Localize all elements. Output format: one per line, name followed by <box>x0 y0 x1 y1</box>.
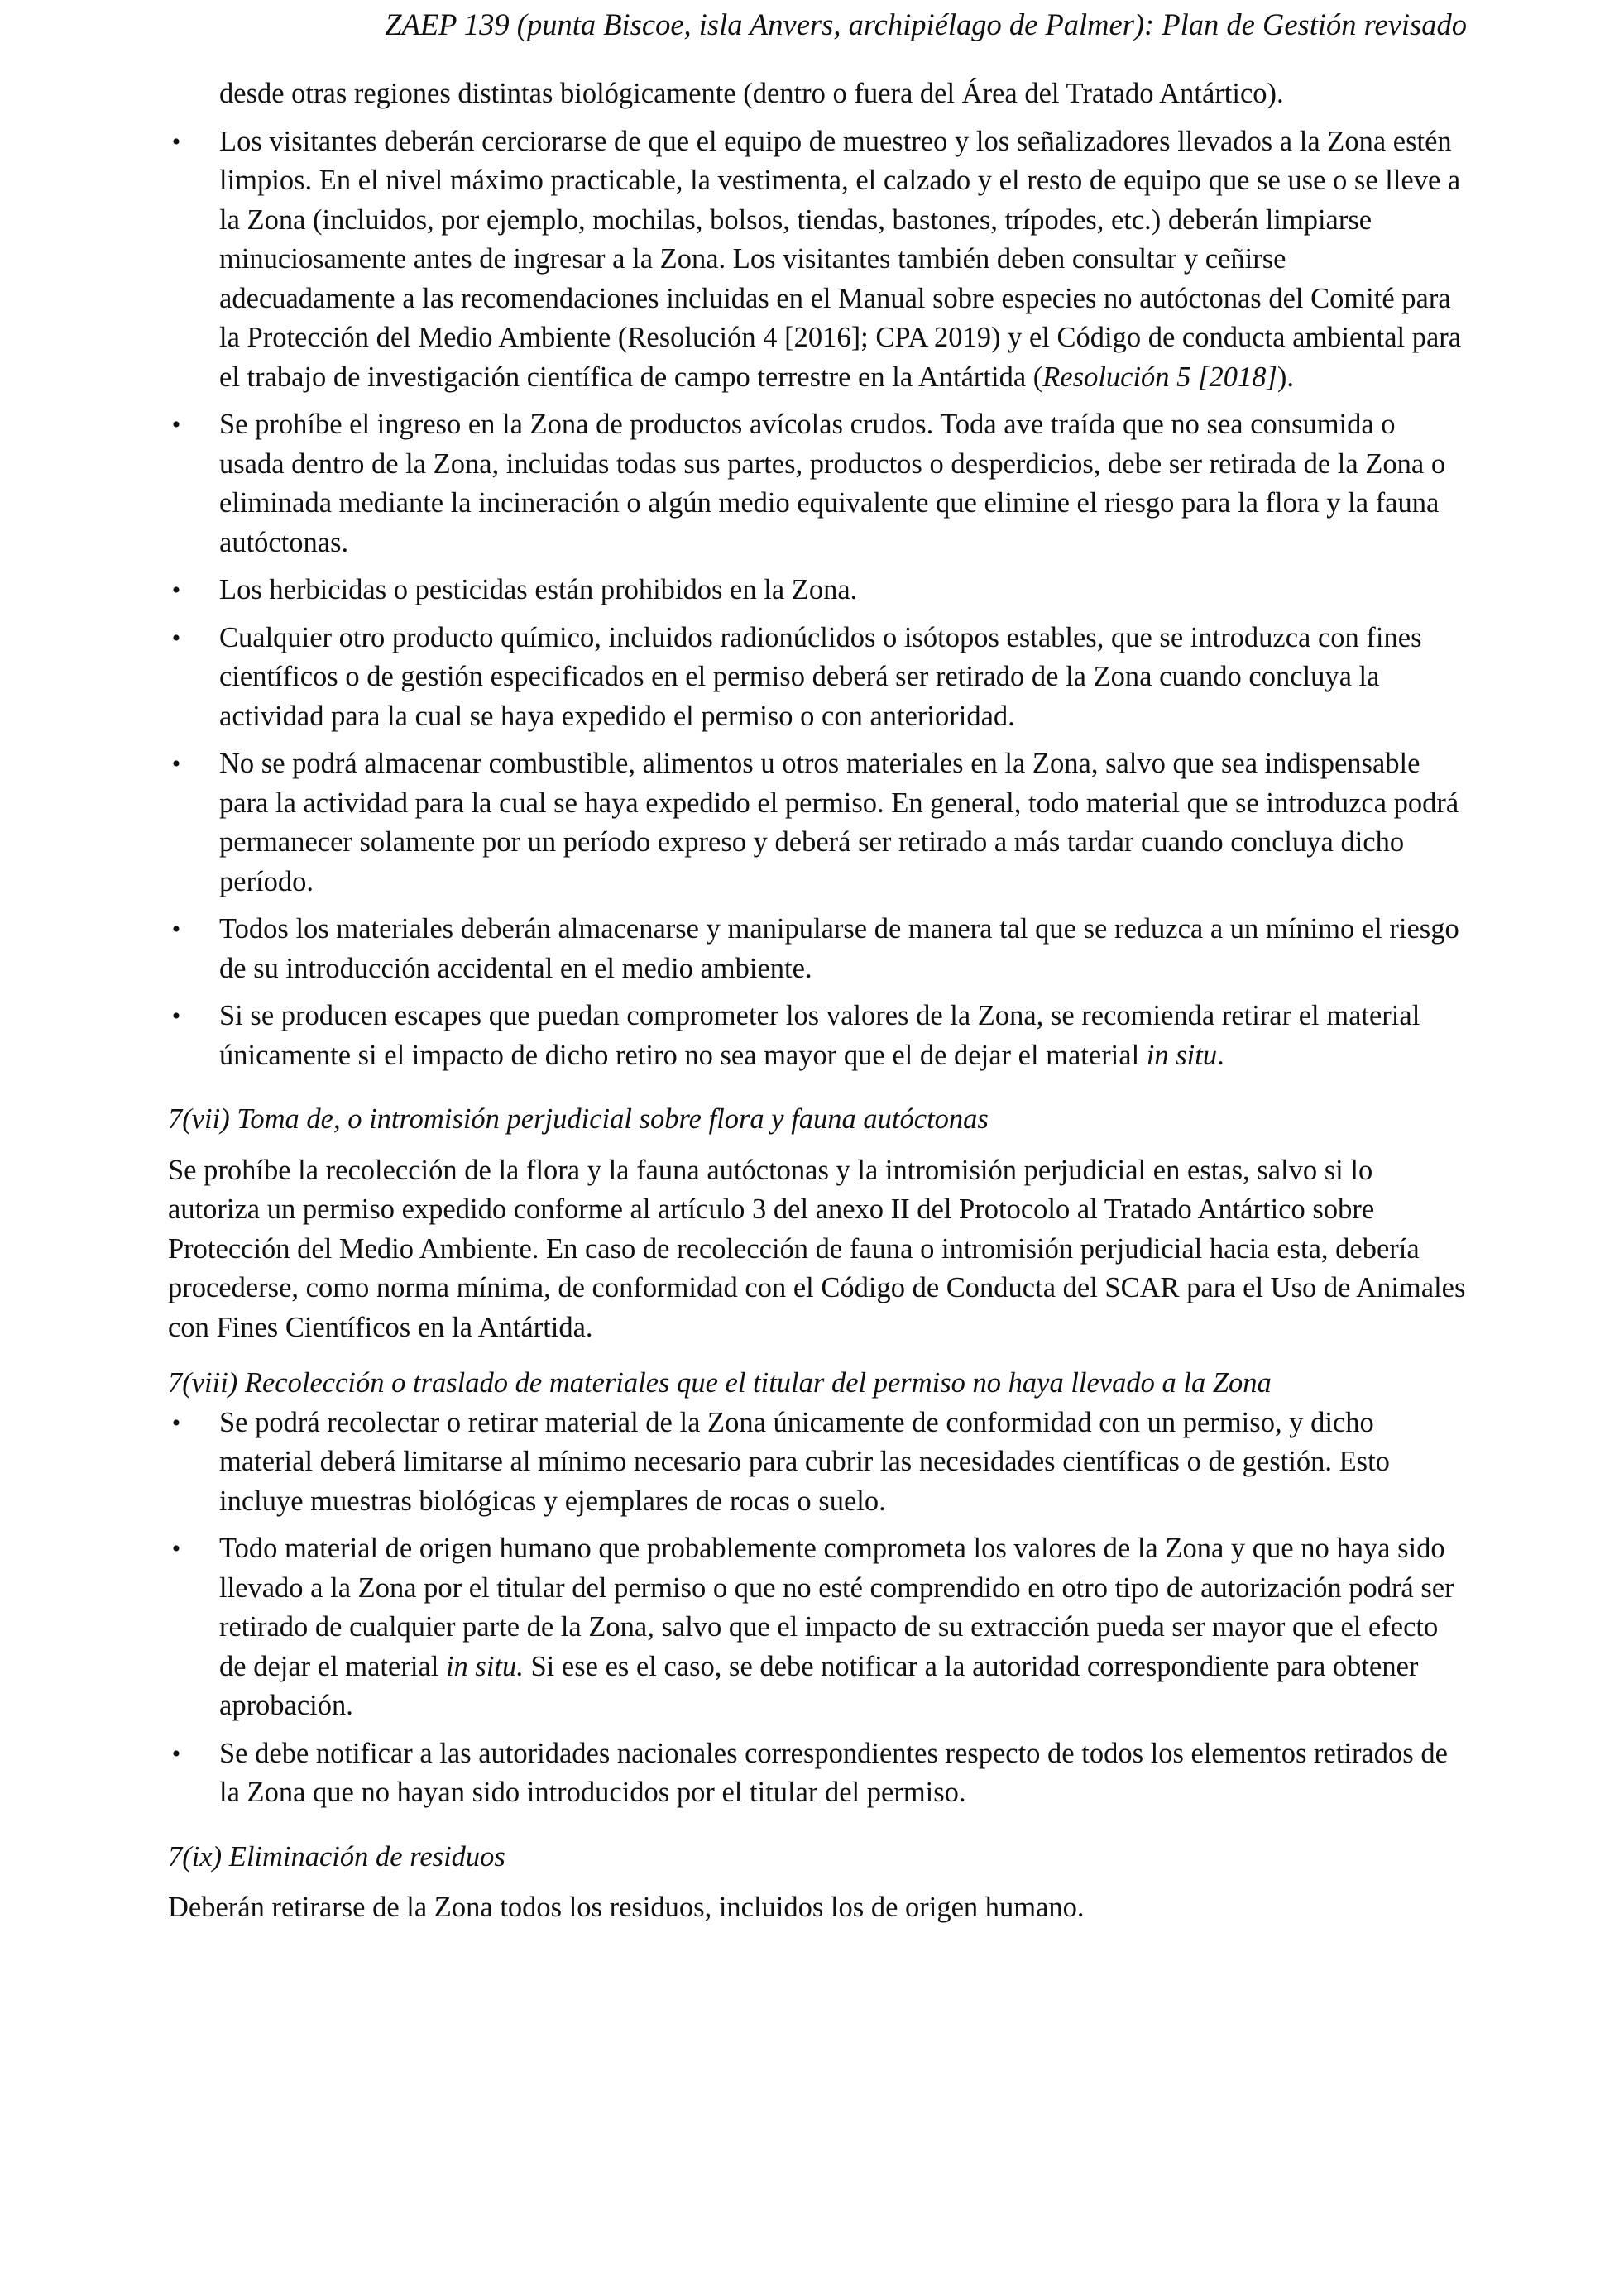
running-header: ZAEP 139 (punta Biscoe, isla Anvers, archipiélago de Palmer): Plan de Gestión revisado <box>385 7 1467 41</box>
list-item <box>168 619 1467 737</box>
list-item-text: Todos los materiales deberán almacenarse y manipularse de manera tal que se reduzca a un mínimo el riesgo de su introducción accidental en el medio ambiente. <box>219 913 1459 984</box>
bullet-icon: • <box>171 576 181 604</box>
text-run: Los visitantes deberán cerciorarse de que el equipo de muestreo y los señalizadores llevados a la Zona estén limpios. En el nivel máximo practicable, la vestimenta, el calzado y el resto de equipo que se use o se lleve a la Zona (incluidos, por ejemplo, mochilas, bolsos, tiendas, bastones, trípodes, etc.) deberán limpiarse minuciosamente antes de ingresar a la Zona. Los visitantes también deben consultar y ceñirse adecuadamente a las recomendaciones incluidas en el Manual sobre especies no autóctonas del Comité para la Protección del Medio Ambiente (Resolución 4 [2016]; CPA 2019) y el Código de conducta ambiental para el trabajo de investigación científica de campo terrestre en la Antártida ( <box>219 125 1462 393</box>
list-item-text: Se prohíbe el ingreso en la Zona de productos avícolas crudos. Toda ave traída que no sea consumida o usada dentro de la Zona, incluidas todas sus partes, productos o desperdicios, debe ser retirada de la Zona o eliminada mediante la incineración o algún medio equivalente que elimine el riesgo para la flora y la fauna autóctonas. <box>219 409 1446 558</box>
list-item <box>168 571 1467 610</box>
bullet-list-viii <box>168 1404 1467 1813</box>
list-item-text <box>219 122 1467 398</box>
list-item <box>168 744 1467 902</box>
section-heading-ix: 7(ix) Eliminación de residuos <box>168 1840 505 1873</box>
list-item-text: desde otras regiones distintas biológicamente (dentro o fuera del Área del Tratado Antártico). <box>219 78 1284 109</box>
bullet-icon: • <box>171 624 181 652</box>
bullet-icon: • <box>171 1535 181 1562</box>
list-item-text <box>219 997 1467 1075</box>
italic-citation: Resolución 5 [2018] <box>1042 361 1277 393</box>
bullet-icon: • <box>171 1739 181 1767</box>
list-item-text: Se podrá recolectar o retirar material de la Zona únicamente de conformidad con un permiso, y dicho material deberá limitarse al mínimo necesario para cubrir las necesidades científicas o de gestión. Esto incluye muestras biológicas y ejemplares de rocas o suelo. <box>219 1406 1390 1517</box>
text-run: ). <box>1277 361 1295 393</box>
list-item <box>168 1529 1467 1726</box>
list-item <box>168 910 1467 988</box>
list-item-text: No se podrá almacenar combustible, alimentos u otros materiales en la Zona, salvo que sea indispensable para la actividad para la cual se haya expedido el permiso. En general, todo material que se introduzca podrá permanecer solamente por un período expreso y deberá ser retirado a más tardar cuando concluya dicho período. <box>219 748 1459 897</box>
list-item <box>168 1404 1467 1522</box>
list-item <box>168 1734 1467 1813</box>
list-item-text: Cualquier otro producto químico, incluidos radionúclidos o isótopos estables, que se introduzca con fines científicos o de gestión especificados en el permiso deberá ser retirado de la Zona cuando concluya la actividad para la cual se haya expedido el permiso o con anterioridad. <box>219 621 1422 732</box>
document-body <box>168 74 1467 1928</box>
bullet-icon: • <box>171 1409 181 1437</box>
bullet-icon: • <box>171 127 181 155</box>
section-heading-vii: 7(vii) Toma de, o intromisión perjudicial sobre flora y fauna autóctonas <box>168 1103 989 1135</box>
list-item-text: Los herbicidas o pesticidas están prohibidos en la Zona. <box>219 574 858 605</box>
list-item-text <box>219 1529 1467 1726</box>
list-item-text: Se debe notificar a las autoridades nacionales correspondientes respecto de todos los elementos retirados de la Zona que no hayan sido introducidos por el titular del permiso. <box>219 1737 1448 1808</box>
section-paragraph-vii: Se prohíbe la recolección de la flora y la fauna autóctonas y la intromisión perjudicial en estas, salvo si lo autoriza un permiso expedido conforme al artículo 3 del anexo II del Protocolo al Tratado Antártico sobre Protección del Medio Ambiente. En caso de recolección de fauna o intromisión perjudicial hacia esta, debería procederse, como norma mínima, de conformidad con el Código de Conducta del SCAR para el Uso de Animales con Fines Científicos en la Antártida. <box>168 1154 1466 1343</box>
section-paragraph-ix: Deberán retirarse de la Zona todos los residuos, incluidos los de origen humano. <box>168 1892 1085 1923</box>
italic-term: in situ <box>1146 1039 1218 1071</box>
text-run: Si se producen escapes que puedan comprometer los valores de la Zona, se recomienda retirar el material únicamente si el impacto de dicho retiro no sea mayor que el de dejar el material <box>219 1000 1420 1071</box>
text-run: Si ese es el caso, se debe notificar a la autoridad correspondiente para obtener aprobación. <box>219 1650 1419 1721</box>
bullet-list-a <box>168 74 1467 1075</box>
bullet-icon: • <box>171 411 181 438</box>
bullet-icon: • <box>171 750 181 777</box>
bullet-icon: • <box>171 916 181 943</box>
text-run: Todo material de origen humano que probablemente comprometa los valores de la Zona y que no haya sido llevado a la Zona por el titular del permiso o que no esté comprendido en otro tipo de autorización podrá ser retirado de cualquier parte de la Zona, salvo que el impacto de su extracción pueda ser mayor que el efecto de dejar el material <box>219 1533 1454 1682</box>
list-item <box>168 997 1467 1075</box>
list-item-continuation <box>168 74 1467 114</box>
section-heading-viii: 7(viii) Recolección o traslado de materiales que el titular del permiso no haya llevado a la Zona <box>168 1367 1272 1399</box>
italic-term: in situ. <box>445 1650 524 1682</box>
list-item <box>168 405 1467 562</box>
bullet-icon: • <box>171 1002 181 1030</box>
list-item <box>168 122 1467 398</box>
text-run: . <box>1217 1039 1224 1071</box>
